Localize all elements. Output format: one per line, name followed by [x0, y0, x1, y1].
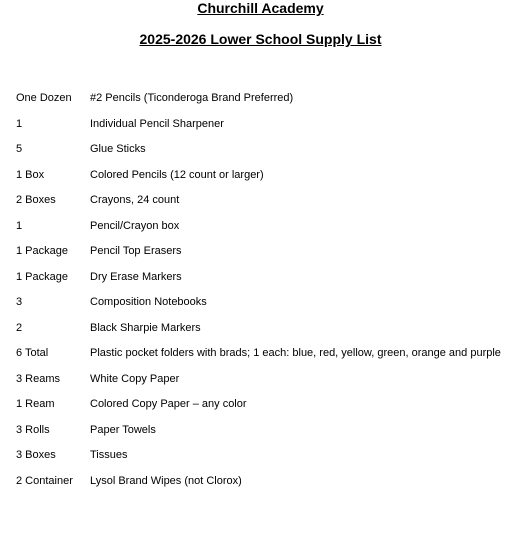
list-item	[16, 346, 516, 372]
item-quantity: 1	[16, 219, 23, 232]
item-description: Pencil Top Erasers	[90, 245, 182, 257]
item-quantity: 1 Package	[16, 270, 68, 283]
item-description: Crayons, 24 count	[90, 194, 180, 206]
list-item	[16, 321, 516, 347]
item-description: Black Sharpie Markers	[90, 321, 201, 334]
item-description: Pencil/Crayon box	[90, 219, 180, 232]
item-quantity: 3 Boxes	[16, 449, 56, 461]
list-item	[16, 423, 516, 449]
list-item	[16, 117, 516, 143]
item-quantity: 1 Ream	[16, 398, 55, 410]
item-description: Colored Copy Paper – any color	[90, 398, 247, 410]
list-item	[16, 474, 516, 500]
item-quantity: 1 Package	[16, 245, 68, 257]
item-description: Glue Sticks	[90, 143, 146, 155]
supply-items-list	[16, 91, 516, 499]
list-item	[16, 168, 516, 194]
item-description: Dry Erase Markers	[90, 270, 182, 283]
list-item	[16, 372, 516, 398]
list-item	[16, 397, 516, 423]
item-quantity: One Dozen	[16, 92, 72, 104]
supply-list-title: 2025-2026 Lower School Supply List	[139, 31, 382, 47]
school-name-heading: Churchill Academy	[197, 0, 324, 16]
item-description: Composition Notebooks	[90, 296, 207, 308]
item-description: Tissues	[90, 449, 128, 461]
list-item	[16, 244, 516, 270]
item-description: Individual Pencil Sharpener	[90, 117, 224, 130]
item-description: Lysol Brand Wipes (not Clorox)	[90, 474, 242, 487]
list-item	[16, 91, 516, 117]
item-quantity: 5	[16, 143, 23, 155]
item-quantity: 2	[16, 321, 23, 334]
item-quantity: 3	[16, 296, 23, 308]
list-item	[16, 270, 516, 296]
list-item	[16, 219, 516, 245]
item-quantity: 3 Reams	[16, 372, 61, 385]
item-quantity: 2 Container	[16, 474, 73, 487]
item-quantity: 3 Rolls	[16, 423, 50, 436]
item-description: Colored Pencils (12 count or larger)	[90, 168, 264, 181]
item-quantity: 1 Box	[16, 168, 45, 181]
list-item	[16, 448, 516, 474]
list-item	[16, 295, 516, 321]
list-item	[16, 193, 516, 219]
item-description: #2 Pencils (Ticonderoga Brand Preferred)	[90, 92, 294, 104]
item-description: White Copy Paper	[90, 372, 180, 385]
item-quantity: 6 Total	[16, 347, 49, 359]
item-quantity: 1	[16, 117, 23, 130]
item-description: Paper Towels	[90, 423, 156, 436]
item-quantity: 2 Boxes	[16, 194, 56, 206]
list-item	[16, 142, 516, 168]
item-description: Plastic pocket folders with brads; 1 each: blue, red, yellow, green, orange and purple	[90, 347, 501, 359]
